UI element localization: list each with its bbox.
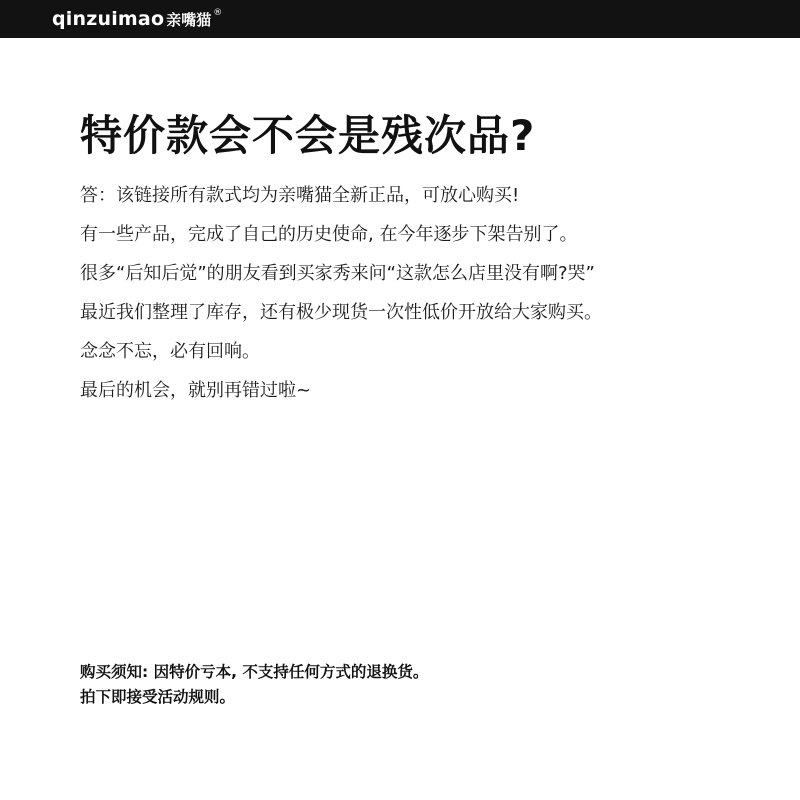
brand-logo-chinese: 亲嘴猫 [166,10,212,29]
registered-trademark-mark: ® [213,8,223,18]
body-line-echo: 念念不忘，必有回响。 [80,341,260,362]
body-line-discontinued: 有一些产品，完成了自己的历史使命, 在今年逐步下架告别了。 [80,224,578,245]
notice-no-returns: 购买须知: 因特价亏本, 不支持任何方式的退换货。 [80,663,429,681]
brand-header-bar [0,0,800,38]
page-headline: 特价款会不会是残次品? [80,111,536,160]
body-line-customer-questions: 很多“后知后觉”的朋友看到买家秀来问“这款怎么店里没有啊?哭” [80,263,595,284]
body-line-inventory: 最近我们整理了库存，还有极少现货一次性低价开放给大家购买。 [80,302,602,323]
brand-logo [52,7,222,31]
body-line-last-chance: 最后的机会，就别再错过啦~ [80,380,312,401]
brand-logo-latin: qinzuimao [52,8,165,30]
body-line-answer: 答：该链接所有款式均为亲嘴猫全新正品，可放心购买! [80,185,520,206]
body-text [80,176,760,410]
notice-accept-rules: 拍下即接受活动规则。 [80,688,236,706]
purchase-notice [80,660,760,710]
